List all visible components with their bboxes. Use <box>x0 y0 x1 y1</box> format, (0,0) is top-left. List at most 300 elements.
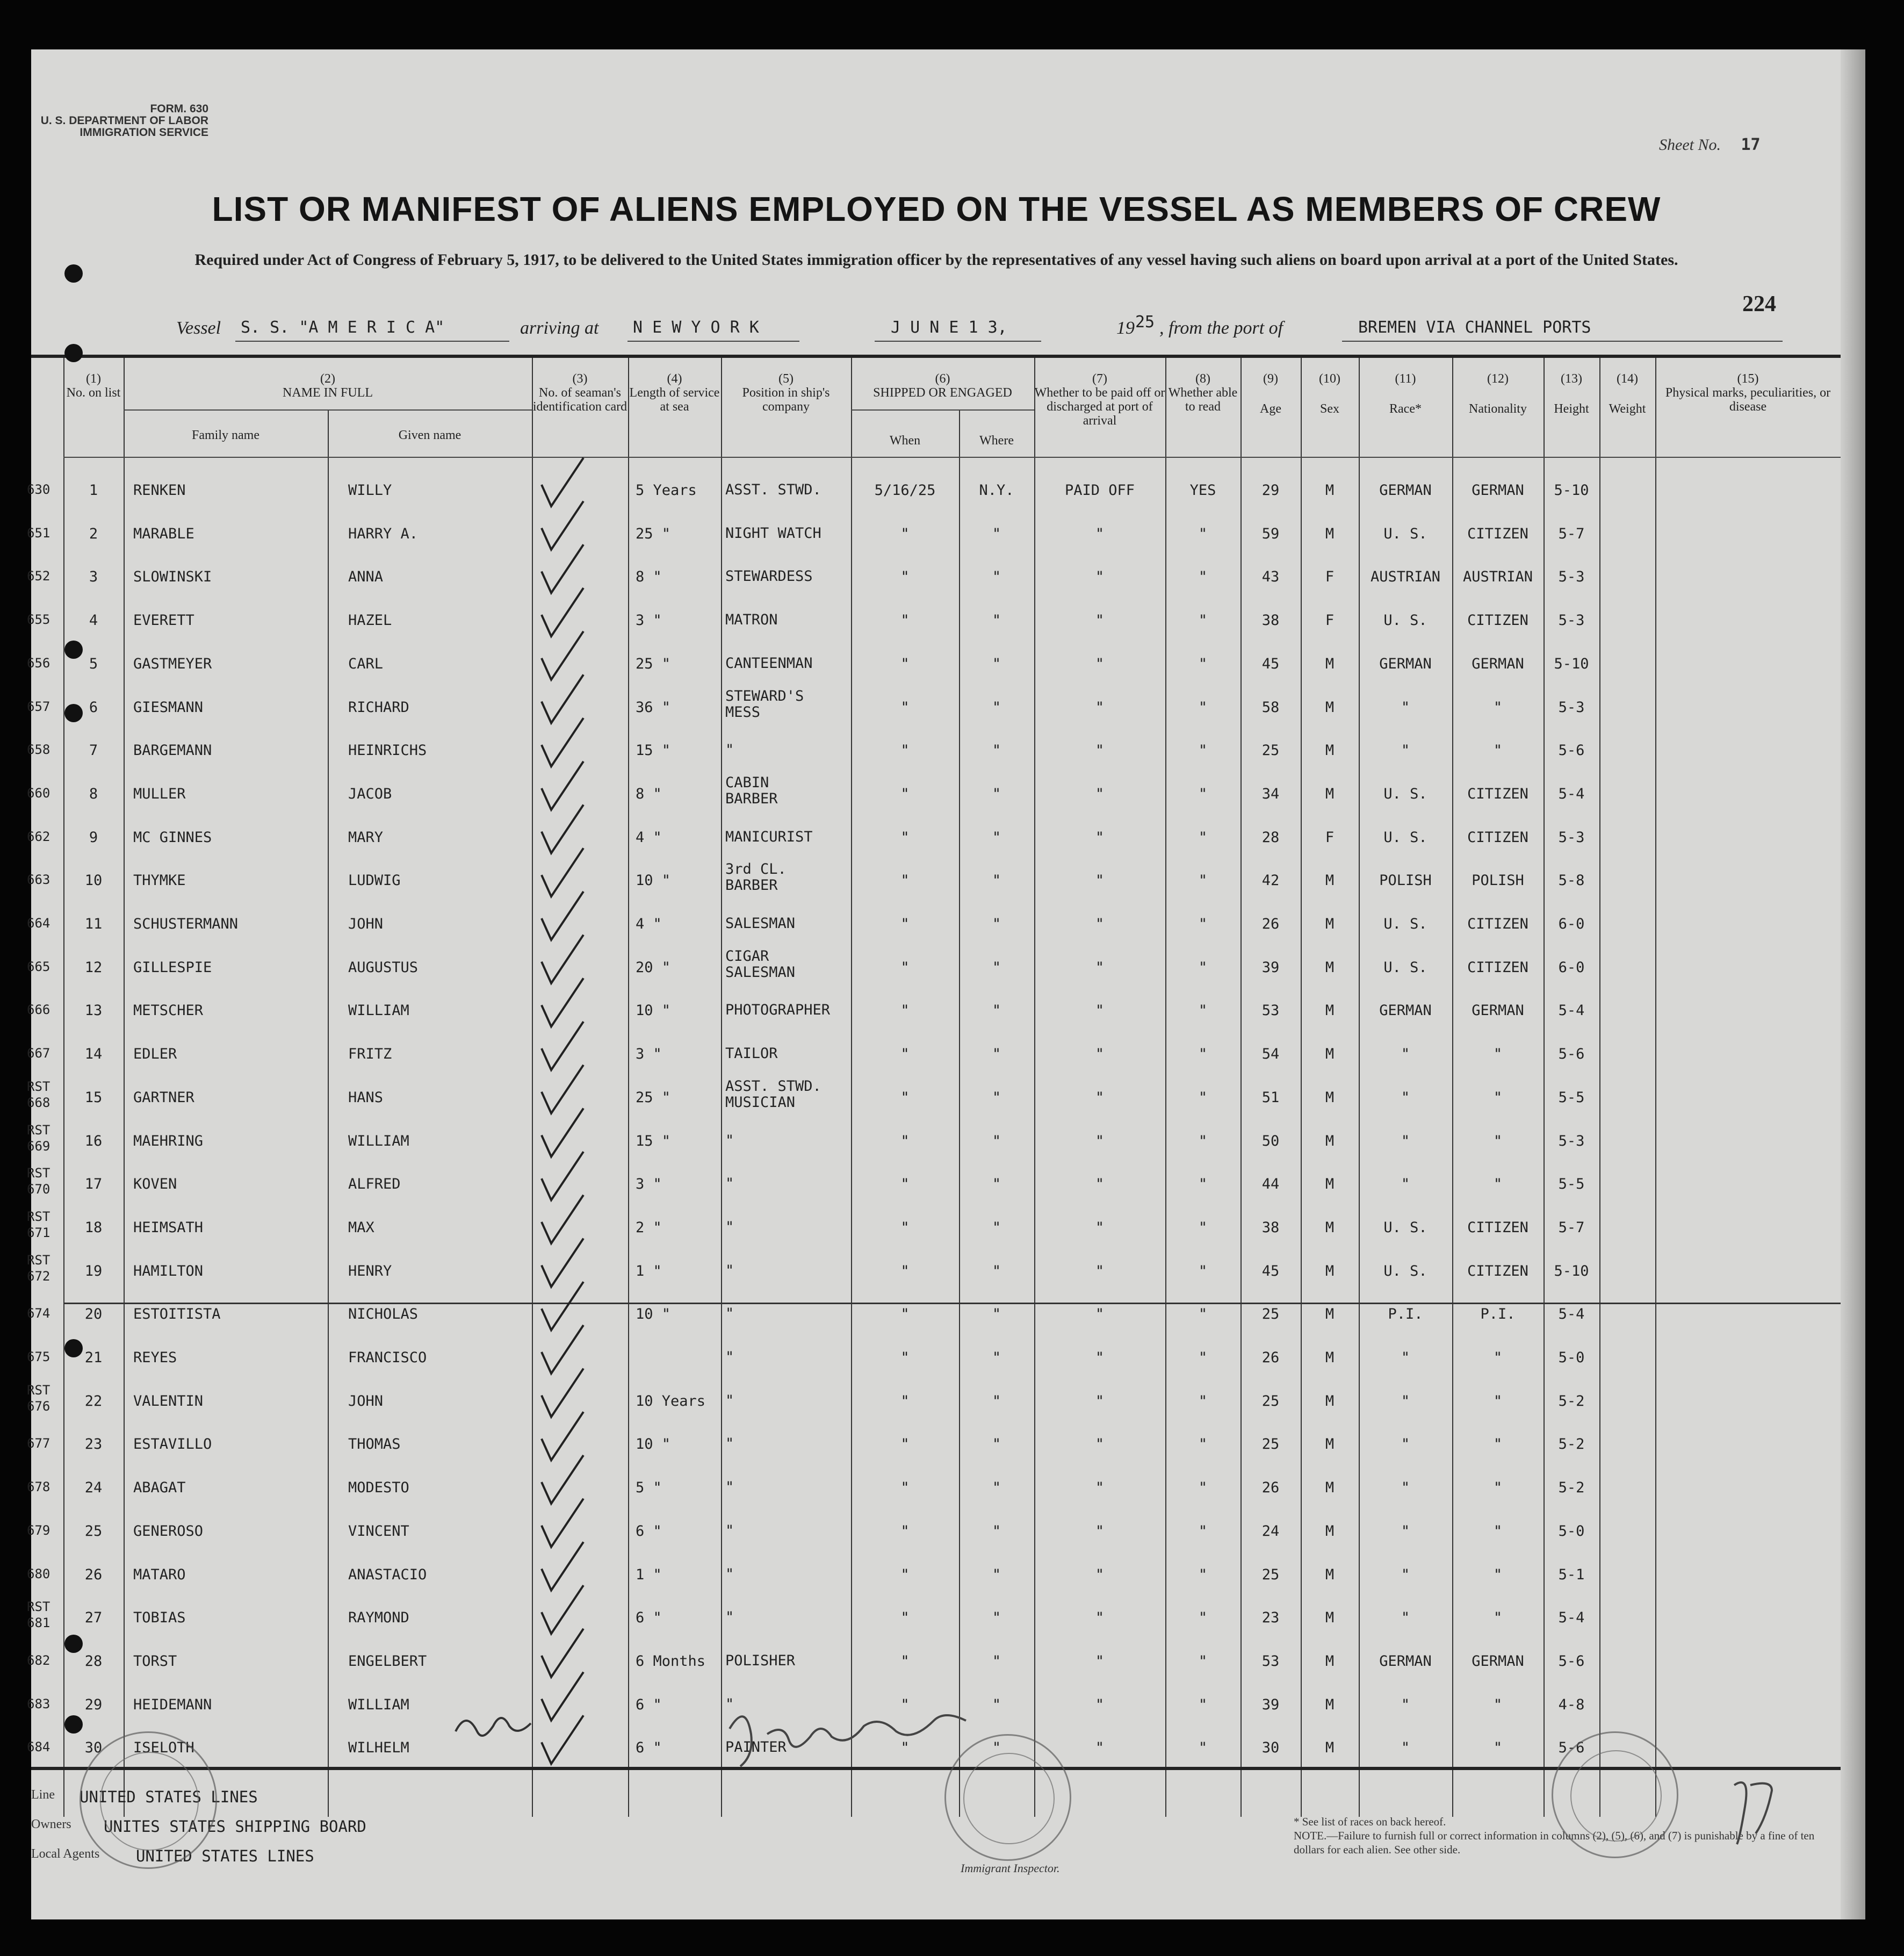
race: U. S. <box>1383 525 1427 542</box>
shipped-when: " <box>900 1652 910 1670</box>
height: 5-5 <box>1558 1176 1585 1193</box>
row-number: 14 <box>84 1046 103 1063</box>
row-number: 6 <box>89 699 98 716</box>
family-name: ESTAVILLO <box>133 1436 212 1453</box>
nationality: " <box>1493 1132 1503 1149</box>
strike-through-line <box>63 1303 1842 1304</box>
able-to-read: " <box>1198 1696 1208 1713</box>
table-row <box>27 828 1841 873</box>
able-to-read: " <box>1198 1739 1208 1757</box>
col-header-age: (9) Age <box>1260 372 1281 416</box>
race: " <box>1401 1609 1410 1627</box>
family-name: MAEHRING <box>133 1132 204 1149</box>
given-name: ENGELBERT <box>348 1652 427 1670</box>
nationality: CITIZEN <box>1467 525 1528 542</box>
race: " <box>1401 1696 1410 1713</box>
document-subtitle: Required under Act of Congress of February 5, 1917, to be delivered to the United States immigration officer by the representatives of any vessel having such aliens on board upon arrival at a port of the United States. <box>194 251 1678 269</box>
given-name: MODESTO <box>348 1479 409 1497</box>
sex: M <box>1325 1652 1335 1670</box>
paid-off-status: " <box>1095 612 1105 629</box>
race: " <box>1401 1349 1410 1366</box>
race: " <box>1401 1479 1410 1497</box>
able-to-read: " <box>1198 1046 1208 1063</box>
nationality: POLISH <box>1472 872 1524 889</box>
shipped-where: " <box>992 699 1001 716</box>
height: 5-6 <box>1558 1046 1585 1063</box>
sex: M <box>1325 1306 1335 1323</box>
row-margin-number: RST 671 <box>27 1209 51 1240</box>
length-of-service: 6 " <box>636 1739 662 1757</box>
year-suffix: 25 <box>1135 313 1155 332</box>
age: 26 <box>1261 1349 1280 1366</box>
family-name: MC GINNES <box>133 829 212 846</box>
able-to-read: " <box>1198 1436 1208 1453</box>
length-of-service: 25 " <box>636 1089 671 1106</box>
manifest-sheet: FORM. 630 U. S. DEPARTMENT OF LABOR IMMIGRATION SERVICE Sheet No. 17 LIST OR MANIFEST OF ALIENS EMPLOYED ON THE VESSEL AS MEMBERS OF CREW Required under Act of Congress of February 5, 1917, to be delivered to the United States immigration officer by the representatives of any vessel having such aliens on board upon arrival at a port of the United States. 224 Vessel S. S. "A M E R I C A" arriving at N E W Y O R K J U N E 1 3, 19 25 , from the port of BREMEN VIA CHANNEL PORTS (1) No. on list (2) NAME IN FULL Family name Given name (3) No. of seaman's identification card (4) Length of service at sea (5) Position in ship's company (6) SHIPPED OR ENGAGED When Where (7) Whether to be paid off or discharged at port of arrival (8) Whether able to read (9) Age (10) Sex (11) Race* (12) Nationality (13) Height (14) Weight (15) Physical marks, peculiarities, or disease 630 1 RENKEN WILLY 5 Years ASST. STWD. 5/16/25 N.Y. PAID OFF YES 29 M GERMAN GERMAN 5-10 651 2 MARABLE HARRY A. 25 " NIGHT WATCH " " " " 59 M U. S. CITIZEN 5-7 652 3 SLOWINSKI ANNA 8 " STEWARDESS " " " " 43 F AUSTRIAN AUSTRIAN 5-3 655 4 EVERETT HAZEL 3 " MATRON " " " " 38 F U. S. CITIZEN 5-3 656 5 GASTMEYER CARL 25 " CANTEENMAN " " " " 45 M GERMAN GERMAN 5-10 657 6 GIESMANN RICHARD 36 " STEWARD'S MESS " " " " 58 M " " 5-3 658 7 BARGEMANN HEINRICHS 15 " " " " " " 25 M " " 5-6 660 8 MULLER JACOB 8 " CABIN BARBER " " " " 34 M U. S. CITIZEN 5-4 662 9 MC GINNES MARY 4 " MANICURIST " " " " 28 F U. S. CITIZEN 5-3 663 10 THYMKE LUDWIG 10 " 3rd CL. BARBER " " " " 42 M POLISH POLISH 5-8 664 11 SCHUSTERMANN JOHN 4 " SALESMAN " " " " 26 M U. S. CITIZEN 6-0 665 12 GILLESPIE AUGUSTUS 20 " CIGAR SALESMAN " " " " 39 M U. S. CITIZEN 6-0 666 13 METSCHER WILLIAM 10 " PHOTOGRAPHER " " " " 53 M GERMAN GERMAN 5-4 667 14 EDLER FRITZ 3 " TAILOR " " " " 54 M " " 5-6 RST 668 15 GARTNER HANS 25 " ASST. STWD. MUSICIAN " " " " 51 M " " 5-5 RST 669 16 MAEHRING WILLIAM 15 " " " " " " 50 M " " 5-3 RST 670 17 KOVEN ALFRED 3 " " " " " " 44 M " " 5-5 RST 671 18 HEIMSATH MAX 2 " " " " " " 38 M U. S. CITIZEN 5-7 RST 672 19 HAMILTON HENRY 1 " " " " " " 45 M U. S. CITIZEN 5-10 674 20 ESTOITISTA NICHOLAS 10 " " " " " " 25 M P.I. P.I. 5-4 675 21 REYES FRANCISCO " " " " " 26 M " " 5-0 RST 676 22 VALENTIN JOHN 10 Years " " " " " 25 M " " 5-2 677 23 ESTAVILLO THOMAS 10 " " " " " " 25 M " " 5-2 678 24 ABAGAT MODESTO 5 " " " " " " 26 M " " 5-2 679 25 GENEROSO VINCENT 6 " " " " " " 24 M " " 5-0 680 26 MATARO ANASTACIO 1 " " " " " " 25 M " " 5-1 RST 681 27 TOBIAS RAYMOND 6 " " " " " " 23 M " " 5-4 682 28 TORST ENGELBERT 6 Months POLISHER " " " " 53 M GERMAN GERMAN 5-6 683 29 HEIDEMANN WILLIAM 6 " " " " " " 39 M " " 4-8 684 30 ISELOTH WILHELM 6 " PAINTER " " " " 30 M " " 5-6 Line UNITED STATES LINES Owners UNITES STATES SHIPPING BOARD Local Agents UNITED STATES LINES Immigrant Inspector. * See list of races on back hereof. NOTE.—Failure to furnish full or correct information in columns (2), (5), (6), and (7) is punishable by a fine of ten dollars for each alien. See other side. <box>31 49 1865 1919</box>
race: U. S. <box>1383 1262 1427 1279</box>
nationality: " <box>1493 1046 1503 1063</box>
race: U. S. <box>1383 959 1427 976</box>
paid-off-status: " <box>1095 655 1105 672</box>
age: 25 <box>1261 1392 1280 1410</box>
paid-off-status: " <box>1095 1739 1105 1757</box>
row-margin-number: 651 <box>27 525 51 541</box>
shipped-when: " <box>900 959 910 976</box>
age: 59 <box>1261 525 1280 542</box>
table-row <box>27 861 1841 916</box>
given-name: JACOB <box>348 785 392 802</box>
paid-off-status: " <box>1095 569 1105 586</box>
height: 5-6 <box>1558 1739 1585 1757</box>
race: U. S. <box>1383 612 1427 629</box>
able-to-read: " <box>1198 1002 1208 1019</box>
row-number: 20 <box>84 1306 103 1323</box>
shipped-when: " <box>900 916 910 932</box>
sex: M <box>1325 872 1335 889</box>
department-name: U. S. DEPARTMENT OF LABOR <box>40 114 208 127</box>
col-header-id-card: (3) No. of seaman's identification card <box>532 372 628 414</box>
row-number: 1 <box>89 482 98 499</box>
nationality: CITIZEN <box>1467 1262 1528 1279</box>
height: 5-6 <box>1558 1652 1585 1670</box>
punch-hole <box>64 264 83 283</box>
table-row <box>27 1479 1841 1523</box>
age: 24 <box>1261 1522 1280 1540</box>
age: 43 <box>1261 569 1280 586</box>
shipped-where: " <box>992 1739 1001 1757</box>
family-name: BARGEMANN <box>133 742 212 759</box>
shipped-when: " <box>900 1089 910 1106</box>
height: 4-8 <box>1558 1696 1585 1713</box>
col-header-no: (1) No. on list <box>66 372 121 400</box>
ship-position: " <box>725 1218 734 1235</box>
row-number: 15 <box>84 1089 103 1106</box>
sex: M <box>1325 916 1335 932</box>
ship-position: STEWARD'S MESS <box>725 687 804 721</box>
given-name: ANNA <box>348 569 384 586</box>
age: 50 <box>1261 1132 1280 1149</box>
owners-name: UNITES STATES SHIPPING BOARD <box>104 1817 366 1836</box>
family-name: THYMKE <box>133 872 186 889</box>
family-name: MARABLE <box>133 525 194 542</box>
age: 54 <box>1261 1046 1280 1063</box>
nationality: GERMAN <box>1472 482 1524 499</box>
age: 28 <box>1261 829 1280 846</box>
sex: M <box>1325 655 1335 672</box>
length-of-service: 5 " <box>636 1479 662 1497</box>
height: 5-0 <box>1558 1522 1585 1540</box>
table-row <box>27 612 1841 656</box>
paid-off-status: " <box>1095 1002 1105 1019</box>
ship-position: " <box>725 1695 734 1713</box>
sex: M <box>1325 1566 1335 1583</box>
row-margin-number: RST 668 <box>27 1078 51 1110</box>
row-number: 10 <box>84 872 103 889</box>
height: 5-2 <box>1558 1436 1585 1453</box>
service-name: IMMIGRATION SERVICE <box>80 126 208 139</box>
paid-off-status: " <box>1095 1089 1105 1106</box>
col-header-when: When <box>889 434 921 448</box>
row-margin-number: RST 681 <box>27 1599 51 1631</box>
nationality: " <box>1493 699 1503 716</box>
row-number: 18 <box>84 1219 103 1236</box>
age: 39 <box>1261 1696 1280 1713</box>
table-row <box>27 1305 1841 1349</box>
length-of-service: 8 " <box>636 569 662 586</box>
table-row <box>27 915 1841 959</box>
family-name: ABAGAT <box>133 1479 186 1497</box>
length-of-service: 4 " <box>636 829 662 846</box>
vessel-label: Vessel <box>176 318 221 338</box>
nationality: " <box>1493 1696 1503 1713</box>
row-margin-number: 677 <box>27 1436 51 1451</box>
family-name: MATARO <box>133 1566 186 1583</box>
nationality: " <box>1493 1609 1503 1627</box>
race: U. S. <box>1383 1219 1427 1236</box>
table-top-rule <box>31 355 1841 358</box>
shipped-where: " <box>992 959 1001 976</box>
height: 5-6 <box>1558 742 1585 759</box>
age: 38 <box>1261 612 1280 629</box>
able-to-read: " <box>1198 612 1208 629</box>
paid-off-status: " <box>1095 1219 1105 1236</box>
age: 30 <box>1261 1739 1280 1757</box>
family-name: TORST <box>133 1652 177 1670</box>
height: 5-2 <box>1558 1392 1585 1410</box>
age: 25 <box>1261 1436 1280 1453</box>
paid-off-status: " <box>1095 829 1105 846</box>
given-name: NICHOLAS <box>348 1306 419 1323</box>
row-number: 22 <box>84 1392 103 1410</box>
nationality: " <box>1493 1479 1503 1497</box>
shipped-when: " <box>900 742 910 759</box>
height: 5-4 <box>1558 1002 1585 1019</box>
row-margin-number: 665 <box>27 959 51 974</box>
row-margin-number: 683 <box>27 1696 51 1712</box>
family-name: GASTMEYER <box>133 655 212 672</box>
ship-position: " <box>725 1262 734 1279</box>
shipped-when: " <box>900 1306 910 1323</box>
ship-position: " <box>725 1132 734 1149</box>
ship-position: " <box>725 1609 734 1626</box>
age: 26 <box>1261 1479 1280 1497</box>
nationality: CITIZEN <box>1467 612 1528 629</box>
shipped-when: " <box>900 1479 910 1497</box>
paid-off-status: " <box>1095 1652 1105 1670</box>
arriving-label: arriving at <box>520 318 599 338</box>
sex: M <box>1325 1522 1335 1540</box>
able-to-read: YES <box>1189 482 1216 499</box>
able-to-read: " <box>1198 1176 1208 1193</box>
height: 5-7 <box>1558 1219 1585 1236</box>
nationality: GERMAN <box>1472 1652 1524 1670</box>
shipped-where: " <box>992 1176 1001 1193</box>
nationality: CITIZEN <box>1467 785 1528 802</box>
length-of-service: 10 " <box>636 1306 671 1323</box>
ship-position: CIGAR SALESMAN <box>725 947 796 981</box>
ship-position: MATRON <box>725 612 778 629</box>
given-name: LUDWIG <box>348 872 401 889</box>
row-margin-number: 655 <box>27 612 51 628</box>
given-name: CARL <box>348 655 384 672</box>
able-to-read: " <box>1198 1219 1208 1236</box>
shipped-when: " <box>900 1262 910 1279</box>
length-of-service: 3 " <box>636 1046 662 1063</box>
row-number: 4 <box>89 612 98 629</box>
row-number: 29 <box>84 1696 103 1713</box>
row-margin-number: 680 <box>27 1566 51 1581</box>
nationality: " <box>1493 1392 1503 1410</box>
table-row <box>27 687 1841 743</box>
paid-off-status: " <box>1095 1132 1105 1149</box>
able-to-read: " <box>1198 829 1208 846</box>
able-to-read: " <box>1198 699 1208 716</box>
sex: F <box>1325 612 1335 629</box>
ship-position: " <box>725 1522 734 1539</box>
given-name: ANASTACIO <box>348 1566 427 1583</box>
height: 5-10 <box>1554 655 1589 672</box>
family-name: HEIDEMANN <box>133 1696 212 1713</box>
nationality: CITIZEN <box>1467 916 1528 932</box>
nationality: " <box>1493 742 1503 759</box>
row-margin-number: 684 <box>27 1739 51 1755</box>
ship-position: " <box>725 1305 734 1322</box>
given-name: MARY <box>348 829 384 846</box>
vessel-name: S. S. "A M E R I C A" <box>241 318 445 337</box>
ship-position: " <box>725 1435 734 1452</box>
height: 5-0 <box>1558 1349 1585 1366</box>
shipped-when: " <box>900 1392 910 1410</box>
height: 6-0 <box>1558 959 1585 976</box>
sex: M <box>1325 1739 1335 1757</box>
length-of-service: 4 " <box>636 916 662 932</box>
row-margin-number: 630 <box>27 482 51 497</box>
given-name: HENRY <box>348 1262 392 1279</box>
paid-off-status: " <box>1095 1436 1105 1453</box>
sex: M <box>1325 1046 1335 1063</box>
age: 45 <box>1261 655 1280 672</box>
col-header-nationality: (12) Nationality <box>1469 372 1527 416</box>
nationality: " <box>1493 1522 1503 1540</box>
shipped-where: " <box>992 655 1001 672</box>
given-name: HEINRICHS <box>348 742 427 759</box>
able-to-read: " <box>1198 1089 1208 1106</box>
shipped-when: " <box>900 1046 910 1063</box>
form-identifier <box>31 103 208 139</box>
family-name: ESTOITISTA <box>133 1306 221 1323</box>
race: " <box>1401 699 1410 716</box>
shipped-where: " <box>992 612 1001 629</box>
shipped-when: " <box>900 1696 910 1713</box>
sex: M <box>1325 1392 1335 1410</box>
row-number: 13 <box>84 1002 103 1019</box>
row-margin-number: 675 <box>27 1349 51 1364</box>
shipped-when: " <box>900 1436 910 1453</box>
shipped-where: " <box>992 1436 1001 1453</box>
given-name: RICHARD <box>348 699 409 716</box>
sex: M <box>1325 742 1335 759</box>
col-header-shipped: (6) SHIPPED OR ENGAGED <box>873 372 1012 400</box>
paid-off-status: " <box>1095 1176 1105 1193</box>
table-row <box>27 1045 1841 1089</box>
race: " <box>1401 1566 1410 1583</box>
sex: M <box>1325 1089 1335 1106</box>
shipped-where: " <box>992 1046 1001 1063</box>
shipped-where: " <box>992 1219 1001 1236</box>
col-header-read: (8) Whether able to read <box>1168 372 1238 414</box>
row-number: 2 <box>89 525 98 542</box>
sheet-number-field <box>1659 135 1761 154</box>
age: 51 <box>1261 1089 1280 1106</box>
race: AUSTRIAN <box>1370 569 1441 586</box>
row-number: 26 <box>84 1566 103 1583</box>
col-header-race: (11) Race* <box>1389 372 1422 416</box>
paid-off-status: " <box>1095 959 1105 976</box>
race: " <box>1401 1739 1410 1757</box>
family-name: SLOWINSKI <box>133 569 212 586</box>
length-of-service: 25 " <box>636 655 671 672</box>
shipped-when: " <box>900 1349 910 1366</box>
shipped-where: " <box>992 829 1001 846</box>
sex: M <box>1325 959 1335 976</box>
table-row <box>27 524 1841 569</box>
age: 25 <box>1261 1566 1280 1583</box>
given-name: FRITZ <box>348 1046 392 1063</box>
sex: F <box>1325 829 1335 846</box>
seal-stamp-left <box>80 1731 217 1869</box>
ship-position: " <box>725 742 734 759</box>
arrival-date: J U N E 1 3, <box>891 318 1007 337</box>
height: 5-4 <box>1558 1306 1585 1323</box>
shipped-when: " <box>900 612 910 629</box>
shipped-when: " <box>900 1176 910 1193</box>
row-number: 8 <box>89 785 98 802</box>
race: GERMAN <box>1379 1652 1432 1670</box>
age: 23 <box>1261 1609 1280 1627</box>
paid-off-status: " <box>1095 1609 1105 1627</box>
able-to-read: " <box>1198 1652 1208 1670</box>
shipped-where: " <box>992 916 1001 932</box>
ship-position: " <box>725 1565 734 1583</box>
shipped-when: " <box>900 1739 910 1757</box>
sex: M <box>1325 1349 1335 1366</box>
immigrant-inspector-label: Immigrant Inspector. <box>961 1861 1060 1875</box>
given-name: VINCENT <box>348 1522 409 1540</box>
punch-hole <box>64 1715 83 1734</box>
shipped-when: " <box>900 1219 910 1236</box>
row-number: 17 <box>84 1176 103 1193</box>
height: 5-10 <box>1554 482 1589 499</box>
given-name: WILLIAM <box>348 1132 409 1149</box>
able-to-read: " <box>1198 959 1208 976</box>
row-margin-number: 656 <box>27 655 51 671</box>
race: " <box>1401 1392 1410 1410</box>
length-of-service: 15 " <box>636 1132 671 1149</box>
race: GERMAN <box>1379 482 1432 499</box>
nationality: " <box>1493 1089 1503 1106</box>
nationality: CITIZEN <box>1467 959 1528 976</box>
height: 5-3 <box>1558 612 1585 629</box>
able-to-read: " <box>1198 872 1208 889</box>
height: 5-3 <box>1558 699 1585 716</box>
able-to-read: " <box>1198 1566 1208 1583</box>
paid-off-status: " <box>1095 1262 1105 1279</box>
race: U. S. <box>1383 916 1427 932</box>
row-margin-number: 652 <box>27 569 51 584</box>
given-name: AUGUSTUS <box>348 959 419 976</box>
row-number: 12 <box>84 959 103 976</box>
paid-off-status: " <box>1095 1479 1105 1497</box>
family-name: REYES <box>133 1349 177 1366</box>
length-of-service: 1 " <box>636 1566 662 1583</box>
family-name: GENEROSO <box>133 1522 204 1540</box>
table-row <box>27 1695 1841 1740</box>
length-of-service: 10 " <box>636 1002 671 1019</box>
family-name: VALENTIN <box>133 1392 204 1410</box>
length-of-service: 10 " <box>636 872 671 889</box>
ship-position: ASST. STWD. <box>725 481 821 498</box>
shipped-when: " <box>900 1522 910 1540</box>
nationality: " <box>1493 1436 1503 1453</box>
row-margin-number: RST 669 <box>27 1122 51 1154</box>
shipped-where: " <box>992 872 1001 889</box>
row-margin-number: 658 <box>27 742 51 758</box>
row-number: 19 <box>84 1262 103 1279</box>
able-to-read: " <box>1198 525 1208 542</box>
able-to-read: " <box>1198 1349 1208 1366</box>
paid-off-status: " <box>1095 872 1105 889</box>
row-margin-number: 679 <box>27 1522 51 1538</box>
arriving-port: N E W Y O R K <box>633 318 759 337</box>
col-header-position: (5) Position in ship's company <box>742 372 830 414</box>
sex: F <box>1325 569 1335 586</box>
given-name: HANS <box>348 1089 384 1106</box>
punch-hole <box>64 641 83 659</box>
paid-off-status: " <box>1095 1392 1105 1410</box>
table-row <box>27 1382 1841 1436</box>
paid-off-status: PAID OFF <box>1064 482 1135 499</box>
family-name: GIESMANN <box>133 699 204 716</box>
sheet-number: 17 <box>1741 135 1761 154</box>
height: 5-3 <box>1558 1132 1585 1149</box>
height: 5-7 <box>1558 525 1585 542</box>
shipped-when: " <box>900 1566 910 1583</box>
row-number: 9 <box>89 829 98 846</box>
race-footnote: * See list of races on back hereof. <box>1294 1815 1446 1828</box>
paid-off-status: " <box>1095 699 1105 716</box>
height: 5-4 <box>1558 785 1585 802</box>
col-header-physical-marks: (15) Physical marks, peculiarities, or disease <box>1665 372 1831 414</box>
